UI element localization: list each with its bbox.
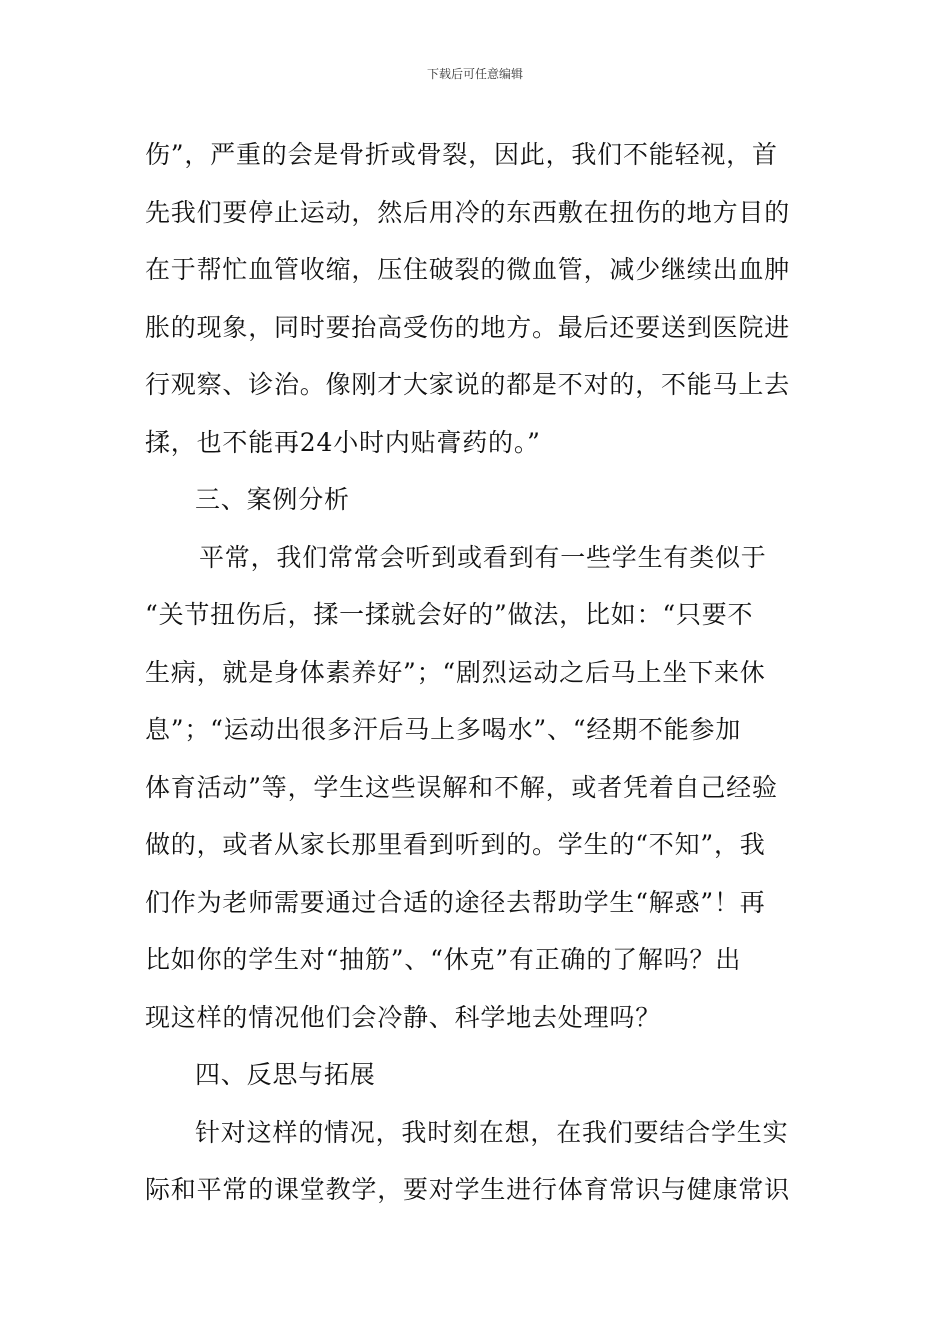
document-body <box>145 126 810 1219</box>
text-line: “关节扭伤后，揉一揉就会好的”做法，比如：“只要不 <box>145 600 754 629</box>
text-line: 体育活动”等，学生这些误解和不解，或者凭着自己经验 <box>145 772 778 802</box>
text-line: 在于帮忙血管收缩，压住破裂的微血管，减少继续出血肿 <box>145 255 791 284</box>
page-header: 下载后可任意编辑 <box>426 67 523 81</box>
text-line: 胀的现象，同时要抬高受伤的地方。最后还要送到医院进 <box>145 312 791 342</box>
paragraph-start: 平常，我们常常会听到或看到有一些学生有类似于 <box>199 542 767 572</box>
text-line: 现这样的情况他们会冷静、科学地去处理吗？ <box>145 1002 662 1032</box>
text-line: 际和平常的课堂教学，要对学生进行体育常识与健康常识 <box>145 1175 791 1204</box>
text-line: 比如你的学生对“抽筋”、“休克”有正确的了解吗？出 <box>145 945 742 974</box>
text-line: 先我们要停止运动，然后用冷的东西敷在扭伤的地方目的 <box>145 197 791 227</box>
text-line: 息”；“运动出很多汗后马上多喝水”、“经期不能参加 <box>145 715 742 744</box>
text-line: 们作为老师需要通过合适的途径去帮助学生“解惑”！再 <box>145 887 766 917</box>
paragraph-start: 针对这样的情况，我时刻在想，在我们要结合学生实 <box>195 1117 789 1147</box>
section-heading-case-analysis: 三、案例分析 <box>195 485 350 514</box>
text-line: 行观察、诊治。像刚才大家说的都是不对的，不能马上去 <box>145 370 791 399</box>
section-heading-reflection: 四、反思与拓展 <box>195 1060 376 1089</box>
text-line: 生病，就是身体素养好”；“剧烈运动之后马上坐下来休 <box>145 657 766 687</box>
text-line: 伤”，严重的会是骨折或骨裂，因此，我们不能轻视，首 <box>145 140 778 169</box>
text-line: 揉，也不能再24小时内贴膏药的。” <box>145 427 541 457</box>
text-line: 做的，或者从家长那里看到听到的。学生的“不知”，我 <box>145 830 766 859</box>
